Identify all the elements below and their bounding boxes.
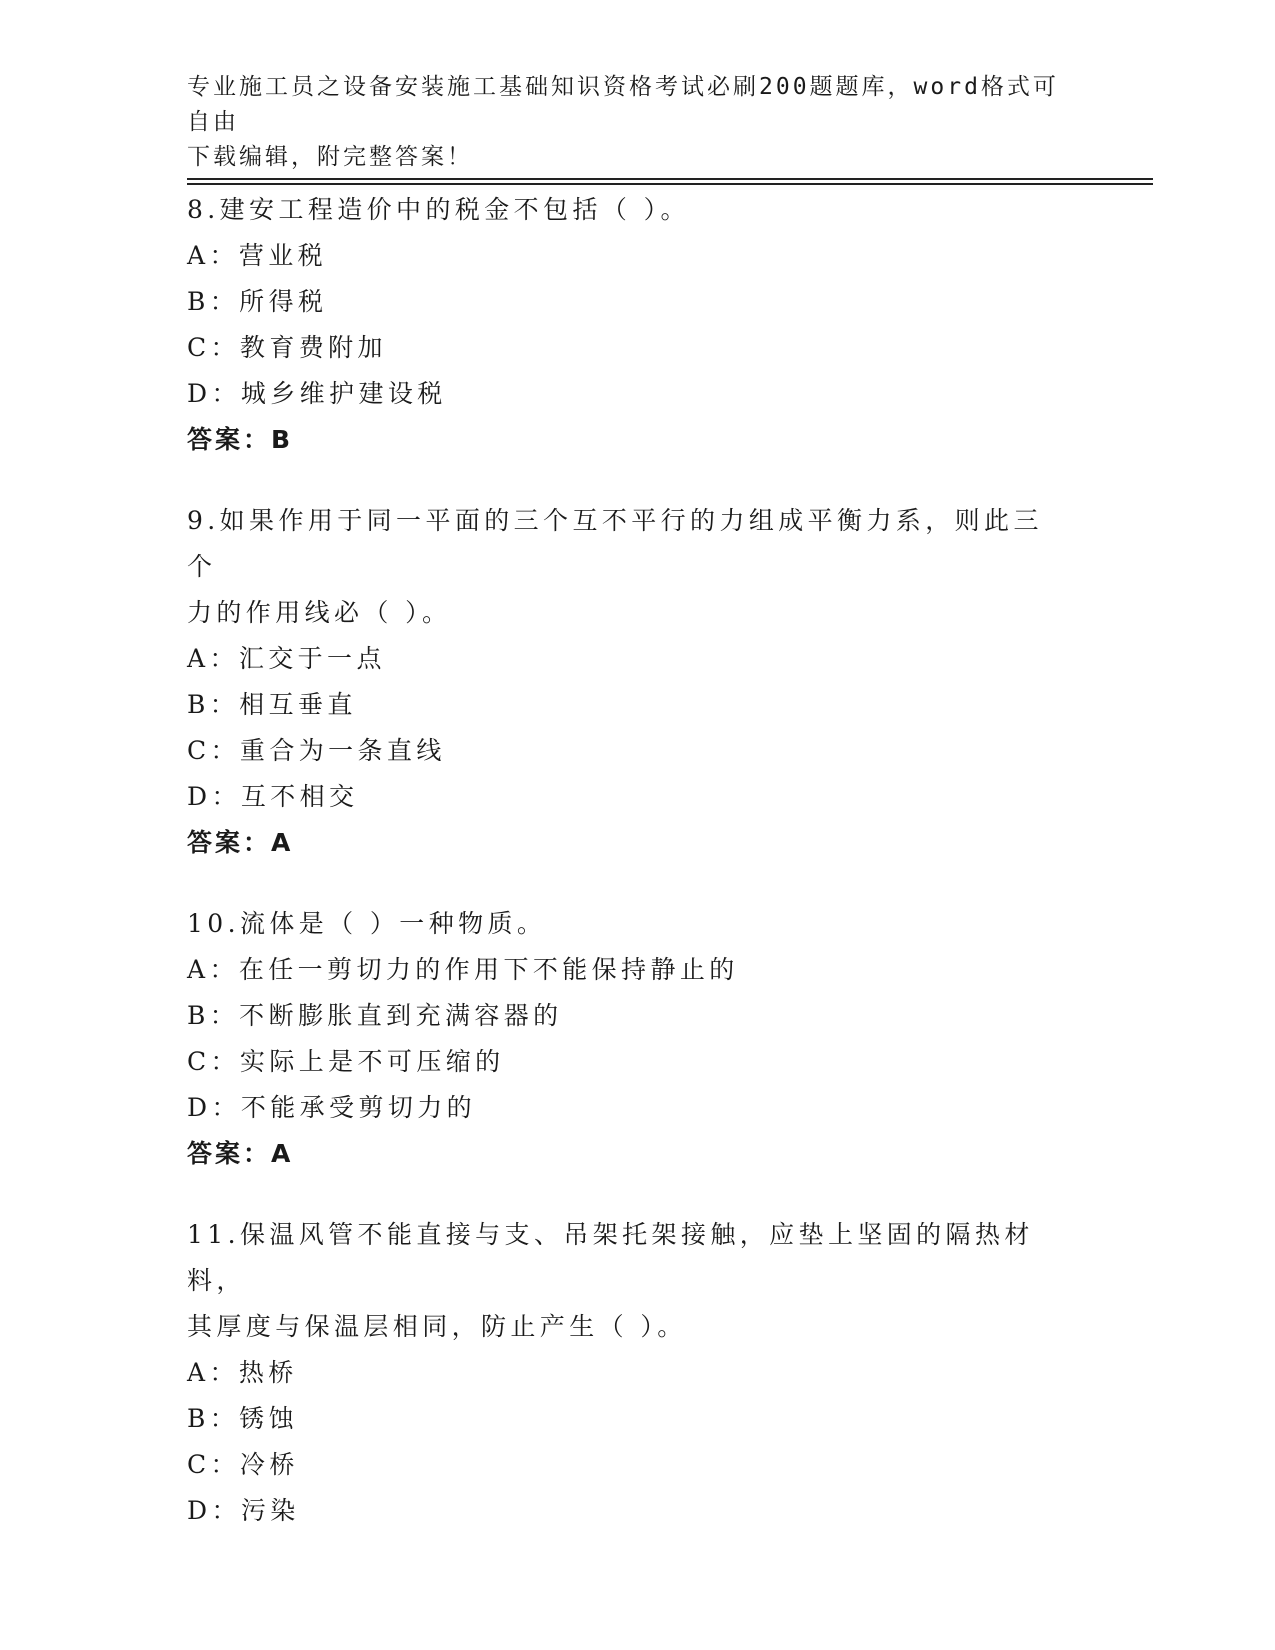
- question-9: [187, 498, 1067, 866]
- header-divider-bottom: [187, 183, 1153, 185]
- answer-label: 答案：A: [187, 1139, 294, 1168]
- question-10: [187, 901, 1067, 1177]
- header-divider-top: [187, 178, 1153, 180]
- question-stem: [187, 901, 1067, 947]
- answer-label: 答案：B: [187, 425, 294, 454]
- option-a: A：营业税: [187, 241, 328, 270]
- question-stem-line: 其厚度与保温层相同，防止产生（ ）。: [187, 1312, 687, 1341]
- answer-label: 答案：A: [187, 828, 294, 857]
- question-stem-line: 10.流体是（ ）一种物质。: [187, 909, 547, 938]
- question-8: [187, 187, 1067, 463]
- question-stem: [187, 187, 1067, 233]
- option-c: C：教育费附加: [187, 333, 387, 362]
- option-c: C：重合为一条直线: [187, 736, 446, 765]
- question-list: [187, 187, 1067, 1569]
- option-a: A：热桥: [187, 1358, 298, 1387]
- option-a: A：在任一剪切力的作用下不能保持静止的: [187, 955, 739, 984]
- option-d: D：不能承受剪切力的: [187, 1093, 477, 1122]
- option-b: B：锈蚀: [187, 1404, 298, 1433]
- option-b: B：不断膨胀直到充满容器的: [187, 1001, 563, 1030]
- option-d: D：城乡维护建设税: [187, 379, 447, 408]
- question-stem: [187, 498, 1067, 636]
- option-c: C：冷桥: [187, 1450, 299, 1479]
- header-line-2: 下载编辑，附完整答案！: [187, 144, 473, 170]
- option-d: D：污染: [187, 1496, 300, 1525]
- option-b: B：所得税: [187, 287, 328, 316]
- option-d: D：互不相交: [187, 782, 359, 811]
- option-a: A：汇交于一点: [187, 644, 386, 673]
- option-c: C：实际上是不可压缩的: [187, 1047, 505, 1076]
- question-stem: [187, 1212, 1067, 1350]
- question-11: [187, 1212, 1067, 1534]
- option-b: B：相互垂直: [187, 690, 357, 719]
- question-stem-line: 8.建安工程造价中的税金不包括（ ）。: [187, 195, 690, 224]
- header-line-1: 专业施工员之设备安装施工基础知识资格考试必刷200题题库，word格式可自由: [187, 74, 1059, 135]
- document-header: [187, 70, 1067, 175]
- question-stem-line: 11.保温风管不能直接与支、吊架托架接触，应垫上坚固的隔热材料，: [187, 1220, 1034, 1295]
- question-stem-line: 力的作用线必（ ）。: [187, 598, 452, 627]
- question-stem-line: 9.如果作用于同一平面的三个互不平行的力组成平衡力系，则此三个: [187, 506, 1043, 581]
